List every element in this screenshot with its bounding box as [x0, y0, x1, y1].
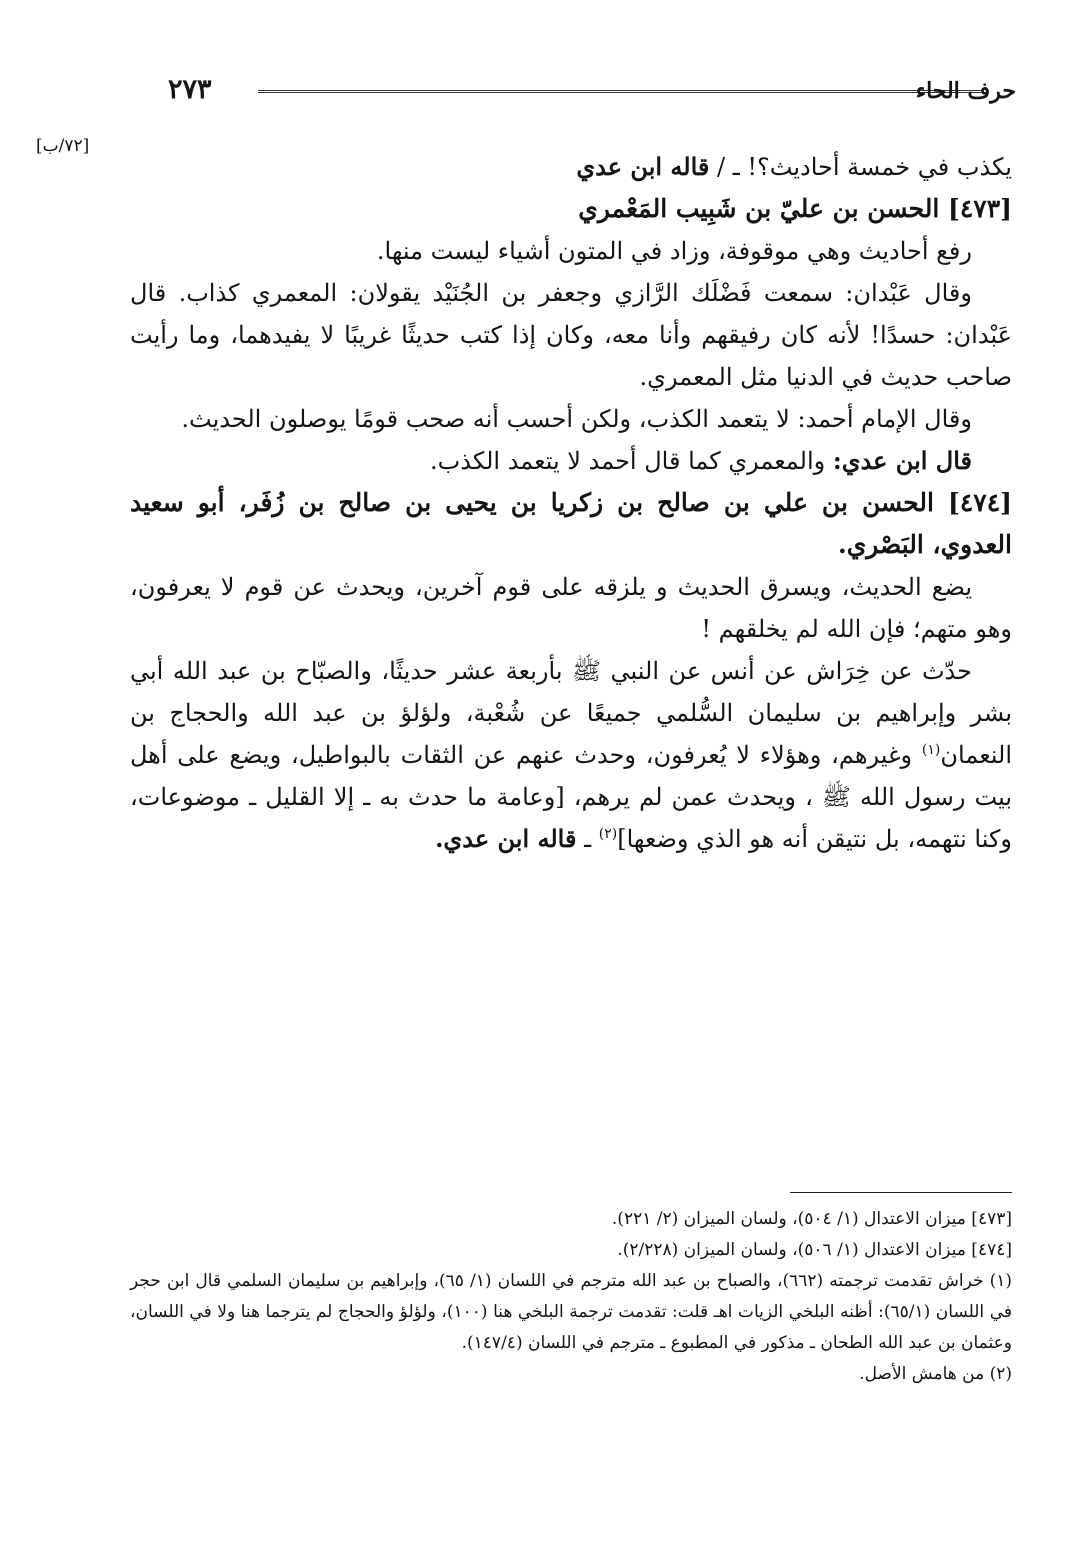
header-rule — [258, 90, 982, 93]
folio-marker: [٧٢/ب] — [36, 136, 90, 156]
ibn-adi-label: قال ابن عدي: — [832, 446, 972, 475]
footnote-1: (١) خراش تقدمت ترجمته (٦٦٢)، والصباح بن عبد الله مترجم في اللسان (١/ ٦٥)، وإبراهيم بن سليمان السلمي قال ابن حجر في اللسان (٦٥/١): أظنه البلخي الزيات اهـ قلت: تقدمت ترجمة البلخي هنا (١٠٠)، ولؤلؤ والحجاج لم يترجما هنا ولا في اللسان، وعثمان بن عبد الله الطحان ـ مذكور في المطبوع ـ مترجم في اللسان (١٤٧/٤). — [130, 1271, 1012, 1353]
entry-473-paragraph-2: وقال عَبْدان: سمعت فَضْلَك الرَّازي وجعفر بن الجُنَيْد يقولان: المعمري كذاب. قال عَبْدان: حسدًا! لأنه كان رفيقهم وأنا معه، وكان إذا كتب حديثًا غريبًا لا يفيدهما، وما رأيت صاحب حديث في الدنيا مثل المعمري. — [130, 279, 1012, 391]
entry-474-text-c: ـ — [576, 825, 599, 853]
entry-473-heading: [٤٧٣] الحسن بن عليّ بن شَبِيب المَعْمري — [578, 194, 1012, 223]
footnote-2: (٢) من هامش الأصل. — [859, 1364, 1012, 1384]
footnotes — [130, 1204, 1012, 1390]
entry-473-verdict: والمعمري كما قال أحمد لا يتعمد الكذب. — [430, 447, 833, 475]
entry-473-paragraph-1: رفع أحاديث وهي موقوفة، وزاد في المتون أشياء ليست منها. — [376, 237, 972, 265]
page-header — [0, 72, 1082, 112]
entry-474-text-b: وغيرهم، وهؤلاء لا يُعرفون، وحدث عنهم عن الثقات بالبواطيل، ويضع على أهل بيت رسول الله ﷺ ، ويحدث عمن لم يرهم، [وعامة ما حدث به ـ إلا القليل ـ موضوعات، وكنا نتهمه، بل نتيقن أنه هو الذي وضعها] — [130, 741, 1012, 853]
main-text — [130, 146, 1012, 860]
entry-474-text-a: حدّث عن خِرَاش عن أنس عن النبي ﷺ بأربعة عشر حديثًا، والصبّاح بن عبد الله أبي بشر وإبراهيم بن سليمان السُّلمي جميعًا عن شُعْبة، ولؤلؤ بن عبد الله والحجاج بن النعمان — [130, 657, 1012, 769]
entry-473-paragraph-4 — [130, 440, 1012, 482]
footnote-marker-2: (٢) — [598, 826, 618, 842]
entry-474-paragraph-2 — [130, 650, 1012, 860]
entry-474-attribution: قاله ابن عدي. — [435, 824, 577, 853]
entry-474-paragraph-1: يضع الحديث، ويسرق الحديث و يلزقه على قوم آخرين، ويحدث عن قوم لا يعرفون، وهو متهم؛ فإن الله لم يخلقهم ! — [130, 573, 1012, 643]
footnote-ref-474: [٤٧٤] ميزان الاعتدال (١/ ٥٠٦)، ولسان الميزان (٢/٢٢٨). — [617, 1240, 1012, 1260]
entry-473-paragraph-3: وقال الإمام أحمد: لا يتعمد الكذب، ولكن أحسب أنه صحب قومًا يوصلون الحديث. — [181, 405, 972, 433]
running-title: حرف الحاء — [915, 78, 1016, 104]
footnote-ref-473: [٤٧٣] ميزان الاعتدال (١/ ٥٠٤)، ولسان الميزان (٢/ ٢٢١). — [611, 1209, 1012, 1229]
intro-line — [130, 146, 1012, 188]
intro-text: يكذب في خمسة أحاديث؟! ـ / — [709, 153, 1012, 181]
footnote-marker-1: (١) — [921, 742, 941, 758]
intro-attribution: قاله ابن عدي — [576, 152, 710, 181]
footnote-rule — [790, 1192, 1012, 1193]
entry-474-heading: [٤٧٤] الحسن بن علي بن صالح بن زكريا بن يحيى بن صالح بن زُفَر، أبو سعيد العدوي، البَصْري. — [130, 488, 1012, 559]
page-number: ٢٧٣ — [168, 74, 212, 105]
